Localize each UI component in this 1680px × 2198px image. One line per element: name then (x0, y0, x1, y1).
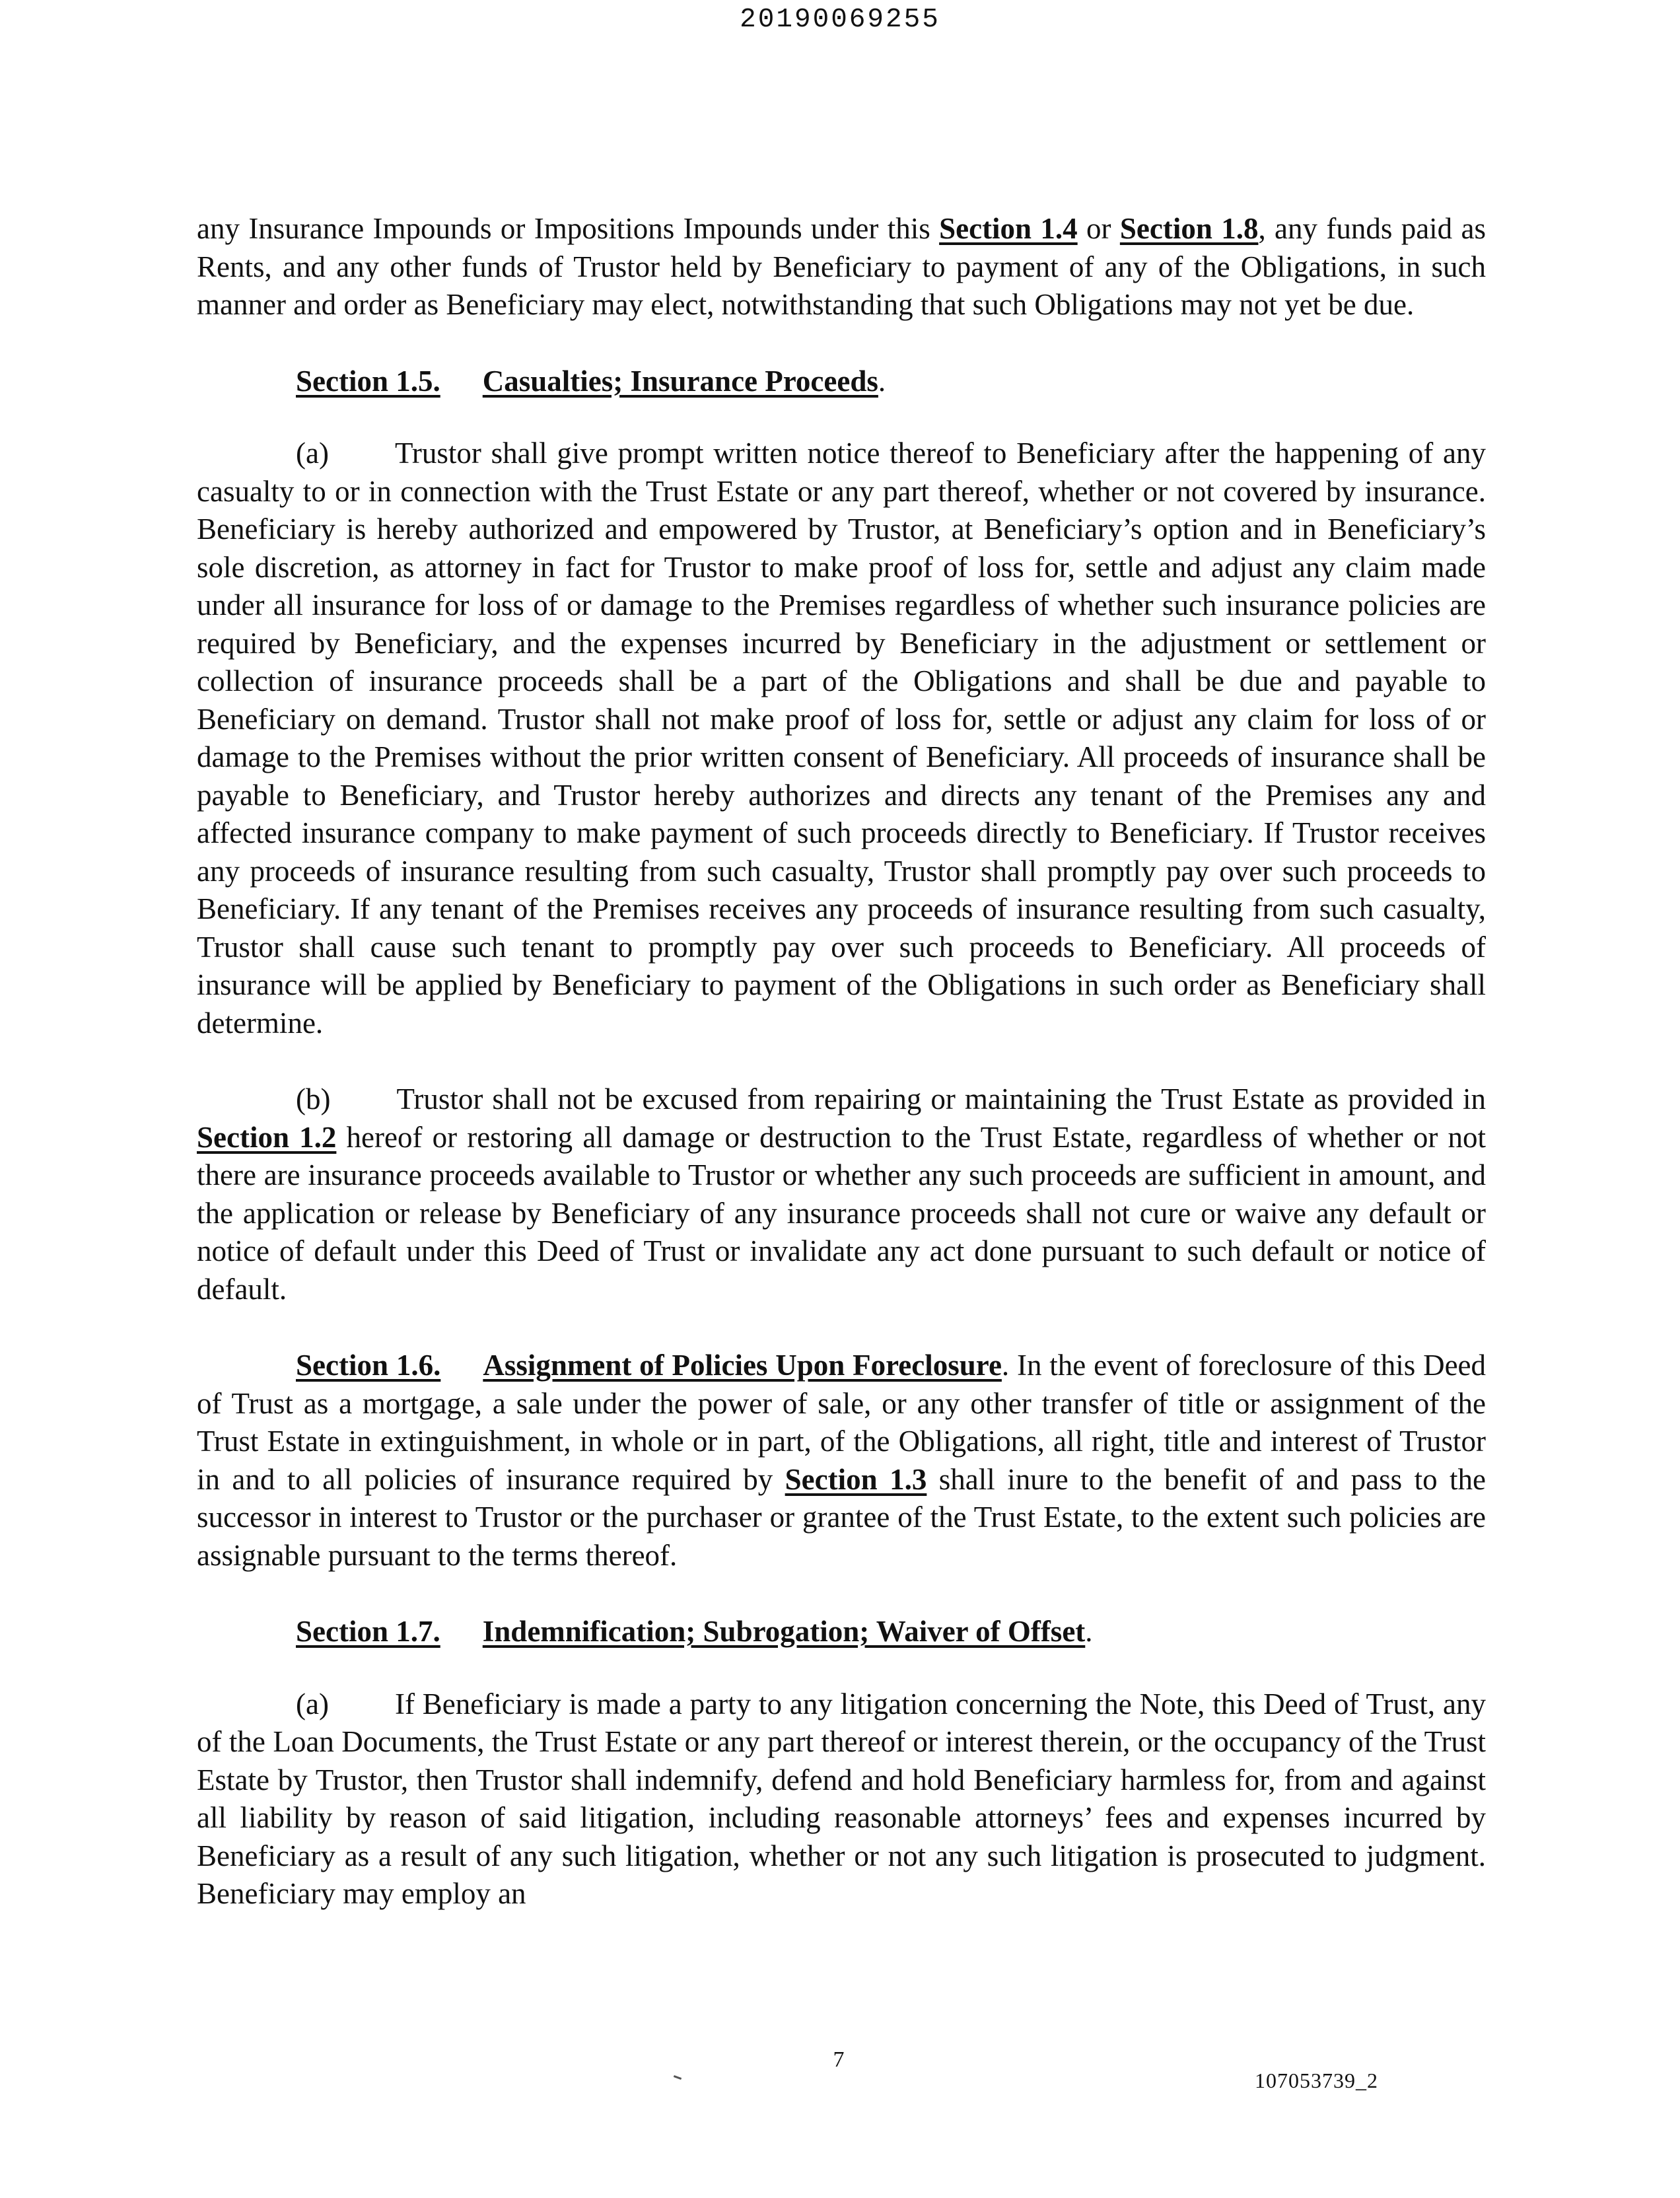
paragraph-1-7-a (197, 1685, 1486, 1913)
paragraph-impounds-continuation (197, 210, 1486, 324)
section-reference-1-8: Section 1.8 (1119, 212, 1259, 245)
section-title: Casualties; Insurance Proceeds (482, 364, 878, 398)
clause-text: . In the event of foreclosure of this Deed of Trust as a mortgage, a sale under the power of sale, or any other transfer of title or assignment of the Trust Estate in extinguishment, in whole or in part, of the Obligations, all right, title and interest of Trustor in and to all policies of insurance required by (197, 1349, 1487, 1496)
paragraph-1-5-a (197, 435, 1486, 1042)
page-number: 7 (833, 2047, 845, 2072)
section-reference-1-4: Section 1.4 (939, 212, 1078, 245)
section-title-period: . (1085, 1615, 1093, 1648)
clause-text: Trustor shall not be excused from repairing or maintaining the Trust Estate as provided in (396, 1082, 1486, 1116)
section-title-period: . (878, 364, 886, 398)
section-title: Indemnification; Subrogation; Waiver of Offset (482, 1615, 1086, 1648)
clause-label: (a) (296, 437, 329, 470)
clause-label: (b) (296, 1082, 331, 1116)
clause-text: shall inure to the benefit of and pass to the successor in interest to Trustor or the purchaser or grantee of the Trust Estate, to the extent such policies are assignable pursuant to the terms thereof. (197, 1462, 1486, 1572)
text-run: , any funds paid as Rents, and any other funds of Trustor held by Beneficiary to payment of any of the Obligations, in such manner and order as Beneficiary may elect, notwithstanding that such Obligations may not yet be due. (197, 212, 1486, 321)
scan-speck (674, 2075, 682, 2080)
section-number: Section 1.6. (296, 1349, 441, 1382)
paragraph-1-5-b (197, 1081, 1486, 1308)
section-reference-1-3: Section 1.3 (785, 1462, 927, 1496)
document-id: 107053739_2 (1255, 2069, 1378, 2092)
clause-text: hereof or restoring all damage or destruction to the Trust Estate, regardless of whether or not there are insurance proceeds available to Trustor or whether any such proceeds are sufficient in amount, and the application or release by Beneficiary of any insurance proceeds shall not cure or waive any default or notice of default under this Deed of Trust or invalidate any act done pursuant to such default or notice of default. (197, 1120, 1486, 1306)
section-1-5-heading (197, 363, 1486, 401)
text-run: any Insurance Impounds or Impositions Impounds under this (197, 212, 940, 245)
text-run: or (1077, 212, 1120, 245)
clause-label: (a) (296, 1687, 329, 1720)
section-reference-1-2: Section 1.2 (197, 1120, 337, 1154)
document-body (197, 210, 1486, 1952)
section-1-6-paragraph (197, 1347, 1486, 1575)
section-title: Assignment of Policies Upon Foreclosure (483, 1349, 1002, 1382)
section-number: Section 1.7. (296, 1615, 440, 1648)
clause-text: If Beneficiary is made a party to any litigation concerning the Note, this Deed of Trust, any of the Loan Documents, the Trust Estate or any part thereof or interest therein, or the occupancy of the Trust Estate by Trustor, then Trustor shall indemnify, defend and hold Beneficiary harmless for, from and against all liability by reason of said litigation, including reasonable attorneys’ fees and expenses incurred by Beneficiary as a result of any such litigation, whether or not any such litigation is prosecuted to judgment. Beneficiary may employ an (197, 1687, 1486, 1910)
clause-text: Trustor shall give prompt written notice thereof to Beneficiary after the happening of any casualty to or in connection with the Trust Estate or any part thereof, whether or not covered by insurance. Beneficiary is hereby authorized and empowered by Trustor, at Beneficiary’s option and in Beneficiary’s sole discretion, as attorney in fact for Trustor to make proof of loss for, settle and adjust any claim made under all insurance for loss of or damage to the Premises regardless of whether such insurance policies are required by Beneficiary, and the expenses incurred by Beneficiary in the adjustment or settlement or collection of insurance proceeds shall be a part of the Obligations and shall be due and payable to Beneficiary on demand. Trustor shall not make proof of loss for, settle or adjust any claim for loss of or damage to the Premises without the prior written consent of Beneficiary. All proceeds of insurance shall be payable to Beneficiary, and Trustor hereby authorizes and directs any tenant of the Premises any and affected insurance company to make payment of such proceeds directly to Beneficiary. If Trustor receives any proceeds of insurance resulting from such casualty, Trustor shall promptly pay over such proceeds to Beneficiary. If any tenant of the Premises receives any proceeds of insurance resulting from such casualty, Trustor shall cause such tenant to promptly pay over such proceeds to Beneficiary. All proceeds of insurance will be applied by Beneficiary to payment of the Obligations in such order as Beneficiary shall determine. (197, 437, 1486, 1040)
section-number: Section 1.5. (296, 364, 440, 398)
section-1-7-heading (197, 1613, 1486, 1651)
document-number: 20190069255 (740, 5, 940, 35)
